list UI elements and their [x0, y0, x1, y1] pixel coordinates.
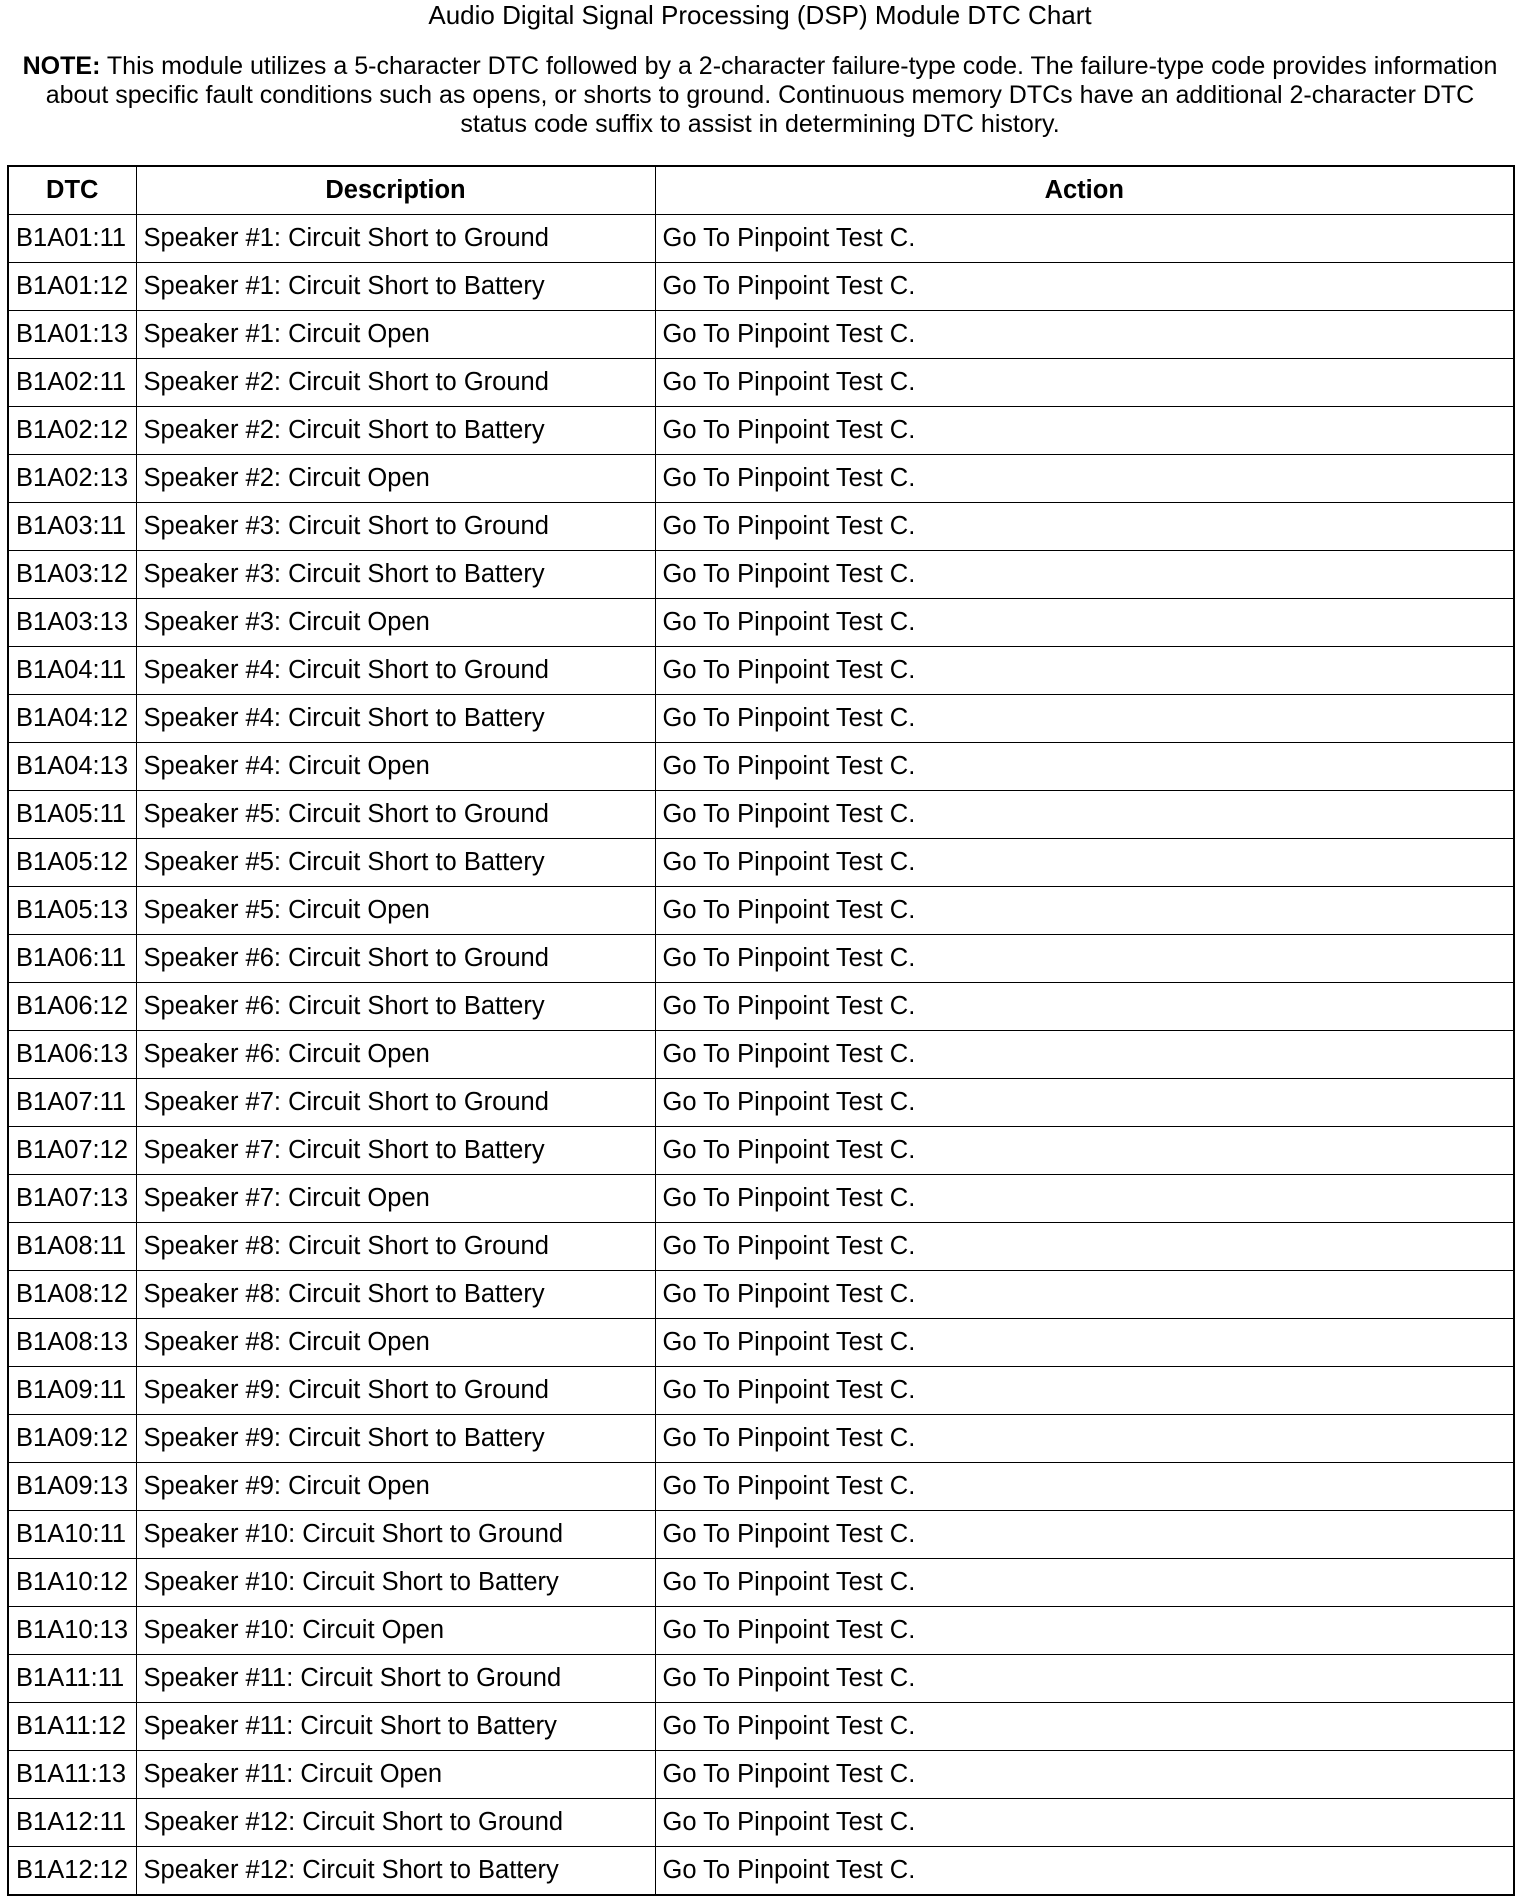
table-row: [8, 263, 1514, 311]
table-row: [8, 1703, 1514, 1751]
cell-description: Speaker #5: Circuit Short to Ground: [136, 791, 655, 839]
cell-action: Go To Pinpoint Test C.: [655, 311, 1514, 359]
cell-description: Speaker #2: Circuit Short to Ground: [136, 359, 655, 407]
cell-description: Speaker #9: Circuit Short to Ground: [136, 1367, 655, 1415]
cell-description: Speaker #9: Circuit Open: [136, 1463, 655, 1511]
table-row: [8, 839, 1514, 887]
cell-dtc: B1A04:12: [8, 695, 136, 743]
cell-action: Go To Pinpoint Test C.: [655, 1559, 1514, 1607]
cell-dtc: B1A04:11: [8, 647, 136, 695]
cell-dtc: B1A07:11: [8, 1079, 136, 1127]
header-dtc: DTC: [8, 166, 136, 215]
cell-action: Go To Pinpoint Test C.: [655, 1367, 1514, 1415]
table-row: [8, 1655, 1514, 1703]
table-row: [8, 599, 1514, 647]
table-row: [8, 743, 1514, 791]
cell-description: Speaker #1: Circuit Short to Battery: [136, 263, 655, 311]
cell-action: Go To Pinpoint Test C.: [655, 551, 1514, 599]
cell-dtc: B1A01:12: [8, 263, 136, 311]
table-row: [8, 935, 1514, 983]
cell-action: Go To Pinpoint Test C.: [655, 1079, 1514, 1127]
cell-dtc: B1A06:13: [8, 1031, 136, 1079]
cell-action: Go To Pinpoint Test C.: [655, 695, 1514, 743]
table-row: [8, 215, 1514, 263]
note-label: NOTE:: [22, 52, 101, 80]
table-row: [8, 1319, 1514, 1367]
cell-description: Speaker #7: Circuit Short to Battery: [136, 1127, 655, 1175]
cell-action: Go To Pinpoint Test C.: [655, 1223, 1514, 1271]
cell-action: Go To Pinpoint Test C.: [655, 1319, 1514, 1367]
note-paragraph: [10, 52, 1510, 139]
table-row: [8, 503, 1514, 551]
cell-action: Go To Pinpoint Test C.: [655, 1127, 1514, 1175]
cell-dtc: B1A08:12: [8, 1271, 136, 1319]
cell-action: Go To Pinpoint Test C.: [655, 1175, 1514, 1223]
cell-action: Go To Pinpoint Test C.: [655, 1799, 1514, 1847]
cell-action: Go To Pinpoint Test C.: [655, 887, 1514, 935]
table-row: [8, 455, 1514, 503]
cell-action: Go To Pinpoint Test C.: [655, 1511, 1514, 1559]
cell-dtc: B1A11:11: [8, 1655, 136, 1703]
cell-action: Go To Pinpoint Test C.: [655, 1751, 1514, 1799]
cell-description: Speaker #8: Circuit Short to Ground: [136, 1223, 655, 1271]
table-row: [8, 407, 1514, 455]
cell-dtc: B1A05:12: [8, 839, 136, 887]
note-text: This module utilizes a 5-character DTC followed by a 2-character failure-type code. The failure-type code provides information about specific fault conditions such as opens, or shorts to ground. Continuous memory DTCs have an additional 2-character DTC status code suffix to assist in determining DTC history.: [45, 52, 1498, 138]
table-row: [8, 1799, 1514, 1847]
cell-description: Speaker #8: Circuit Short to Battery: [136, 1271, 655, 1319]
cell-action: Go To Pinpoint Test C.: [655, 839, 1514, 887]
cell-description: Speaker #9: Circuit Short to Battery: [136, 1415, 655, 1463]
cell-description: Speaker #12: Circuit Short to Ground: [136, 1799, 655, 1847]
dtc-table: [7, 165, 1515, 1896]
cell-description: Speaker #6: Circuit Short to Battery: [136, 983, 655, 1031]
cell-dtc: B1A11:12: [8, 1703, 136, 1751]
table-row: [8, 1463, 1514, 1511]
cell-action: Go To Pinpoint Test C.: [655, 935, 1514, 983]
cell-dtc: B1A09:13: [8, 1463, 136, 1511]
table-row: [8, 1847, 1514, 1896]
cell-dtc: B1A10:11: [8, 1511, 136, 1559]
cell-action: Go To Pinpoint Test C.: [655, 1415, 1514, 1463]
cell-description: Speaker #7: Circuit Open: [136, 1175, 655, 1223]
cell-action: Go To Pinpoint Test C.: [655, 1655, 1514, 1703]
header-action: Action: [655, 166, 1514, 215]
table-row: [8, 1559, 1514, 1607]
cell-description: Speaker #6: Circuit Open: [136, 1031, 655, 1079]
cell-dtc: B1A03:11: [8, 503, 136, 551]
cell-dtc: B1A02:13: [8, 455, 136, 503]
cell-dtc: B1A01:11: [8, 215, 136, 263]
cell-description: Speaker #4: Circuit Short to Ground: [136, 647, 655, 695]
table-row: [8, 647, 1514, 695]
cell-action: Go To Pinpoint Test C.: [655, 791, 1514, 839]
table-header-row: [8, 166, 1514, 215]
cell-description: Speaker #5: Circuit Open: [136, 887, 655, 935]
cell-description: Speaker #4: Circuit Open: [136, 743, 655, 791]
cell-dtc: B1A01:13: [8, 311, 136, 359]
cell-dtc: B1A07:12: [8, 1127, 136, 1175]
cell-action: Go To Pinpoint Test C.: [655, 503, 1514, 551]
cell-dtc: B1A03:13: [8, 599, 136, 647]
cell-action: Go To Pinpoint Test C.: [655, 215, 1514, 263]
cell-action: Go To Pinpoint Test C.: [655, 1271, 1514, 1319]
cell-dtc: B1A07:13: [8, 1175, 136, 1223]
table-row: [8, 1223, 1514, 1271]
cell-dtc: B1A11:13: [8, 1751, 136, 1799]
table-row: [8, 887, 1514, 935]
cell-dtc: B1A12:12: [8, 1847, 136, 1896]
cell-action: Go To Pinpoint Test C.: [655, 407, 1514, 455]
cell-description: Speaker #4: Circuit Short to Battery: [136, 695, 655, 743]
cell-description: Speaker #10: Circuit Short to Battery: [136, 1559, 655, 1607]
cell-description: Speaker #3: Circuit Open: [136, 599, 655, 647]
table-body: [8, 215, 1514, 1896]
cell-action: Go To Pinpoint Test C.: [655, 743, 1514, 791]
table-row: [8, 791, 1514, 839]
cell-description: Speaker #7: Circuit Short to Ground: [136, 1079, 655, 1127]
table-row: [8, 1271, 1514, 1319]
table-row: [8, 1751, 1514, 1799]
cell-dtc: B1A09:12: [8, 1415, 136, 1463]
table-row: [8, 1607, 1514, 1655]
cell-description: Speaker #8: Circuit Open: [136, 1319, 655, 1367]
cell-action: Go To Pinpoint Test C.: [655, 1847, 1514, 1896]
table-row: [8, 551, 1514, 599]
table-row: [8, 1367, 1514, 1415]
table-row: [8, 1031, 1514, 1079]
table-row: [8, 1511, 1514, 1559]
table-row: [8, 1127, 1514, 1175]
table-row: [8, 1175, 1514, 1223]
cell-dtc: B1A10:12: [8, 1559, 136, 1607]
cell-action: Go To Pinpoint Test C.: [655, 1031, 1514, 1079]
page-title: Audio Digital Signal Processing (DSP) Module DTC Chart: [428, 0, 1092, 30]
cell-action: Go To Pinpoint Test C.: [655, 599, 1514, 647]
cell-action: Go To Pinpoint Test C.: [655, 1607, 1514, 1655]
cell-dtc: B1A04:13: [8, 743, 136, 791]
cell-description: Speaker #6: Circuit Short to Ground: [136, 935, 655, 983]
header-description: Description: [136, 166, 655, 215]
table-row: [8, 983, 1514, 1031]
cell-dtc: B1A05:13: [8, 887, 136, 935]
cell-dtc: B1A03:12: [8, 551, 136, 599]
cell-dtc: B1A10:13: [8, 1607, 136, 1655]
table-row: [8, 311, 1514, 359]
cell-description: Speaker #5: Circuit Short to Battery: [136, 839, 655, 887]
cell-action: Go To Pinpoint Test C.: [655, 1463, 1514, 1511]
cell-dtc: B1A02:12: [8, 407, 136, 455]
cell-dtc: B1A08:13: [8, 1319, 136, 1367]
cell-action: Go To Pinpoint Test C.: [655, 359, 1514, 407]
cell-description: Speaker #1: Circuit Open: [136, 311, 655, 359]
cell-dtc: B1A06:12: [8, 983, 136, 1031]
cell-description: Speaker #11: Circuit Short to Ground: [136, 1655, 655, 1703]
cell-dtc: B1A06:11: [8, 935, 136, 983]
cell-action: Go To Pinpoint Test C.: [655, 983, 1514, 1031]
cell-dtc: B1A08:11: [8, 1223, 136, 1271]
cell-action: Go To Pinpoint Test C.: [655, 455, 1514, 503]
cell-description: Speaker #10: Circuit Short to Ground: [136, 1511, 655, 1559]
cell-description: Speaker #3: Circuit Short to Battery: [136, 551, 655, 599]
cell-description: Speaker #11: Circuit Open: [136, 1751, 655, 1799]
cell-description: Speaker #2: Circuit Open: [136, 455, 655, 503]
cell-action: Go To Pinpoint Test C.: [655, 647, 1514, 695]
cell-dtc: B1A09:11: [8, 1367, 136, 1415]
table-row: [8, 1415, 1514, 1463]
cell-dtc: B1A05:11: [8, 791, 136, 839]
cell-action: Go To Pinpoint Test C.: [655, 1703, 1514, 1751]
cell-description: Speaker #3: Circuit Short to Ground: [136, 503, 655, 551]
cell-description: Speaker #12: Circuit Short to Battery: [136, 1847, 655, 1896]
cell-description: Speaker #10: Circuit Open: [136, 1607, 655, 1655]
cell-description: Speaker #2: Circuit Short to Battery: [136, 407, 655, 455]
cell-dtc: B1A02:11: [8, 359, 136, 407]
table-row: [8, 695, 1514, 743]
table-row: [8, 359, 1514, 407]
cell-dtc: B1A12:11: [8, 1799, 136, 1847]
cell-description: Speaker #11: Circuit Short to Battery: [136, 1703, 655, 1751]
table-row: [8, 1079, 1514, 1127]
cell-action: Go To Pinpoint Test C.: [655, 263, 1514, 311]
cell-description: Speaker #1: Circuit Short to Ground: [136, 215, 655, 263]
